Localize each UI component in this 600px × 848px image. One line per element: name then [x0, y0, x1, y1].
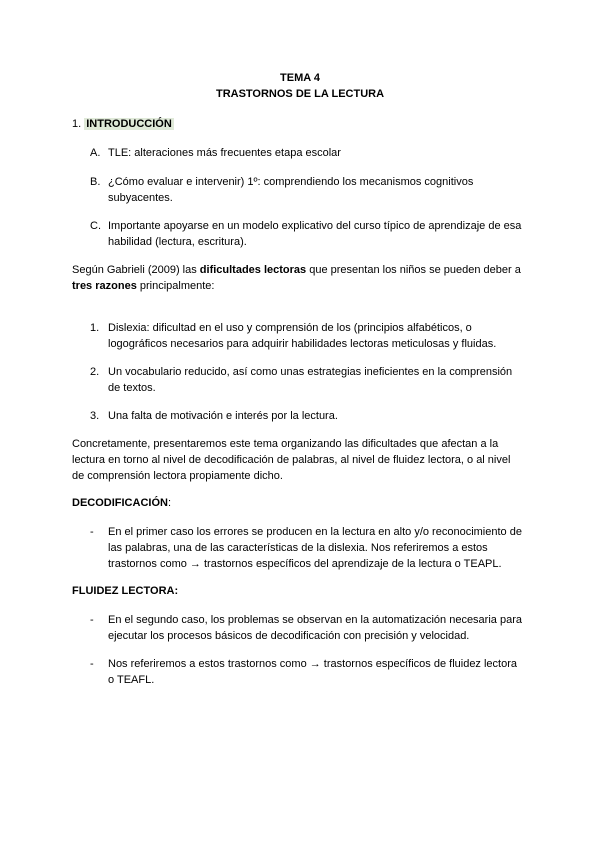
- intro-item-marker-c: C.: [90, 220, 101, 232]
- fluidez-1-line-2: ejecutar los procesos básicos de decodificación con precisión y velocidad.: [108, 630, 470, 642]
- decodificacion-item-1: [108, 524, 522, 572]
- reason-2-line-2: de textos.: [108, 382, 156, 394]
- concretely-line-2: lectura en torno al nivel de decodificación de palabras, al nivel de fluidez lectora, o al nivel: [72, 454, 511, 466]
- intro-heading-text: INTRODUCCIÓN: [86, 118, 172, 130]
- reason-3-line-1: Una falta de motivación e interés por la lectura.: [108, 410, 338, 422]
- intro-item-marker-b: B.: [90, 176, 101, 188]
- decodificacion-colon: :: [167, 497, 172, 509]
- tema-label: TEMA 4: [280, 72, 320, 84]
- intro-item-c: [108, 218, 521, 250]
- decodificacion-1-line-3: trastornos como → trastornos específicos del aprendizaje de la lectura o TEAPL.: [108, 558, 502, 570]
- fluidez-item-1: [108, 612, 522, 644]
- intro-heading: [72, 116, 174, 132]
- gabrieli-bold-tres-razones: tres razones: [72, 280, 137, 292]
- reason-item-2: [108, 364, 512, 396]
- decodificacion-heading: [72, 495, 171, 511]
- reason-marker-1: 1.: [90, 322, 100, 334]
- fluidez-2-line-1: Nos referiremos a estos trastornos como → trastornos específicos de fluidez lectora: [108, 658, 518, 670]
- intro-item-c-line-2: habilidad (lectura, escritura).: [108, 236, 247, 248]
- reason-item-3: [108, 408, 338, 424]
- concretely-paragraph: [72, 436, 510, 484]
- fluidez-bullet-2: -: [90, 658, 94, 670]
- reason-1-line-2: logográficos necesarios para adquirir habilidades lectoras meticulosas y fluidas.: [108, 338, 497, 350]
- intro-item-marker-a: A.: [90, 147, 101, 159]
- decodificacion-heading-text: DECODIFICACIÓN: [72, 497, 168, 509]
- decodificacion-1-line-2: las palabras, una de las características de la dislexia. Nos referiremos a estos: [108, 542, 488, 554]
- intro-item-a: [108, 145, 341, 161]
- concretely-line-1: Concretamente, presentaremos este tema organizando las dificultades que afectan a la: [72, 438, 499, 450]
- fluidez-item-2: [108, 656, 517, 688]
- fluidez-2-line-2: o TEAFL.: [108, 674, 155, 686]
- gabrieli-bold-dificultades: dificultades lectoras: [199, 264, 307, 276]
- decodificacion-bullet-1: -: [90, 526, 94, 538]
- fluidez-1-line-1: En el segundo caso, los problemas se observan en la automatización necesaria para: [108, 614, 522, 626]
- reason-2-line-1: Un vocabulario reducido, así como unas estrategias ineficientes en la comprensión: [108, 366, 513, 378]
- gabrieli-line-2: [72, 278, 532, 294]
- reason-1-line-1: Dislexia: dificultad en el uso y comprensión de los (principios alfabéticos, o: [108, 322, 472, 334]
- intro-item-b-line-1: ¿Cómo evaluar e intervenir) 1º: comprendiendo los mecanismos cognitivos: [108, 176, 474, 188]
- decodificacion-1-line-1: En el primer caso los errores se producen en la lectura en alto y/o reconocimiento de: [108, 526, 522, 538]
- reason-marker-3: 3.: [90, 410, 100, 422]
- fluidez-bullet-1: -: [90, 614, 94, 626]
- document-title: TRASTORNOS DE LA LECTURA: [215, 88, 385, 100]
- gabrieli-paragraph: [72, 262, 532, 294]
- intro-item-b: [108, 174, 473, 206]
- fluidez-heading: FLUIDEZ LECTORA:: [72, 585, 179, 597]
- intro-item-c-line-1: Importante apoyarse en un modelo explicativo del curso típico de aprendizaje de esa: [108, 220, 522, 232]
- intro-item-b-line-2: subyacentes.: [108, 192, 173, 204]
- concretely-line-3: de comprensión lectora propiamente dicho.: [72, 470, 283, 482]
- gabrieli-pre: Según Gabrieli (2009) las: [72, 264, 200, 276]
- intro-number: 1.: [72, 118, 82, 130]
- gabrieli-post: principalmente:: [136, 280, 215, 292]
- intro-item-a-line-1: TLE: alteraciones más frecuentes etapa escolar: [108, 147, 341, 159]
- reason-item-1: [108, 320, 496, 352]
- reason-marker-2: 2.: [90, 366, 100, 378]
- gabrieli-line-1: [72, 262, 532, 278]
- gabrieli-mid: que presentan los niños se pueden deber a: [306, 264, 521, 276]
